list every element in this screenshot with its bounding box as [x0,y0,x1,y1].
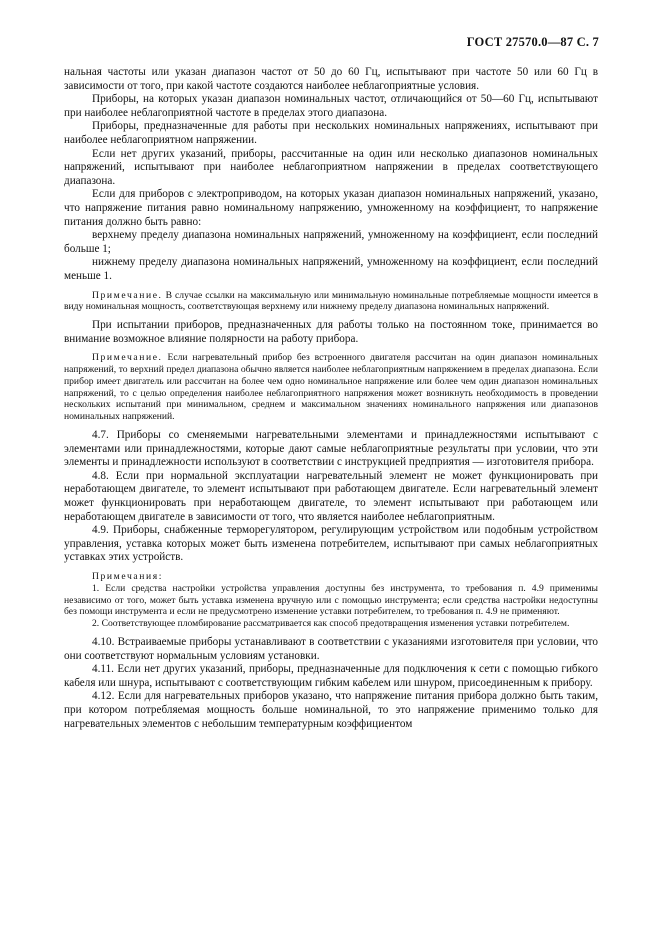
note-label: Примечание. [92,289,163,301]
clause-4-11: 4.11. Если нет других указаний, приборы, предназначенные для подключения к сети с помощью гибкого кабеля или шнура, испытывают с соответствующим гибким кабелем или шнуром, присоединенным к прибору. [64,663,598,689]
clause-4-9: 4.9. Приборы, снабженные терморегулятором, регулирующим устройством или подобным устройством управления, уставка которых может быть изменена потребителем, испытывают при самых неблагоприятных уставках этих устройств. [64,524,598,564]
note-item: 1. Если средства настройки устройства управления доступны без инструмента, то требования п. 4.9 применимы независимо от того, может быть уставка изменена вручную или с помощью инструмента; если средства настройки недоступны без помощи инструмента и если не предусмотрено изменение уставки потребителем, то требования п. 4.9 не применяют. [64,582,598,618]
clause-4-8: 4.8. Если при нормальной эксплуатации нагревательный элемент не может функционировать при неработающем двигателе, то элемент испытывают при работающем двигателе. Если нагревательный элемент может функционировать при неработающем двигателе, то элемент испытывают при работающем или неработающем двигателе в зависимости от того, что является наиболее неблагоприятным. [64,469,598,523]
paragraph: Приборы, предназначенные для работы при нескольких номинальных напряжениях, испытывают при наиболее неблагоприятном напряжении. [64,120,598,146]
note-label: Примечание. [92,352,163,364]
clause-4-7: 4.7. Приборы со сменяемыми нагревательными элементами и принадлежностями испытывают с элементами или принадлежностями, которые дают самые неблагоприятные результаты при условии, что эти элементы и принадлежности используют в соответствии с инструкцией предприятия — изготовителя прибора. [64,429,598,469]
body-text [64,66,598,731]
note [64,290,598,314]
paragraph: Если нет других указаний, приборы, рассчитанные на один или несколько диапазонов номинальных напряжений, испытывают при наиболее неблагоприятном напряжении в пределах соответствующего диапазона. [64,147,598,187]
paragraph: Если для приборов с электроприводом, на которых указан диапазон номинальных напряжений, указано, что напряжение питания равно номинальному напряжению, умноженному на коэффициент, то напряжение питания должно быть равно: [64,188,598,228]
clause-4-10: 4.10. Встраиваемые приборы устанавливают в соответствии с указаниями изготовителя при условии, что они соответствуют нормальным условиям установки. [64,635,598,662]
note-label: Примечания: [92,571,163,582]
note-item: 2. Соответствующее пломбирование рассматривается как способ предотвращения изменения уставки потребителем. [92,618,570,630]
notes-heading [64,571,598,583]
paragraph: Приборы, на которых указан диапазон номинальных частот, отличающийся от 50—60 Гц, испытывают при наиболее неблагоприятной частоте в пределах этого диапазона. [64,93,598,119]
note-text: В случае ссылки на максимальную или минимальную номинальные потребляемые мощности имеется в виду номинальная мощность, соответствующая верхнему или нижнему пределу диапазона номинальных напряжений. [64,289,598,313]
paragraph: нальная частоты или указан диапазон частот от 50 до 60 Гц, испытывают при частоте 50 или 60 Гц в зависимости от того, при какой частоте создаются наиболее неблагоприятные условия. [64,66,598,92]
note-text: Если нагревательный прибор без встроенного двигателя рассчитан на один диапазон номинальных напряжений, то верхний предел диапазона обычно является наиболее неблагоприятным напряжением в пределах диапазона. Если прибор имеет двигатель или рассчитан на более чем одно номинальное напряжение или более чем один диапазон номинальных напряжений, то с целью определения наиболее неблагоприятного напряжения может возникнуть необходимость в проведении нескольких испытаний при минимальном, среднем и максимальном значениях номинального напряжения или диапазонов номинальных напряжений. [64,352,599,423]
paragraph: верхнему пределу диапазона номинальных напряжений, умноженному на коэффициент, если последний больше 1; [64,229,598,255]
clause-4-12: 4.12. Если для нагревательных приборов указано, что напряжение питания прибора должно быть таким, при котором потребляемая мощность больше номинальной, то это напряжение применимо только для нагревательных элементов с небольшим температурным коэффициентом [64,690,598,730]
paragraph: При испытании приборов, предназначенных для работы только на постоянном токе, принимается во внимание возможное влияние полярности на работу прибора. [64,319,598,345]
note [64,352,598,423]
paragraph: нижнему пределу диапазона номинальных напряжений, умноженному на коэффициент, если последний меньше 1. [64,256,598,282]
page-header: ГОСТ 27570.0—87 С. 7 [466,35,599,49]
